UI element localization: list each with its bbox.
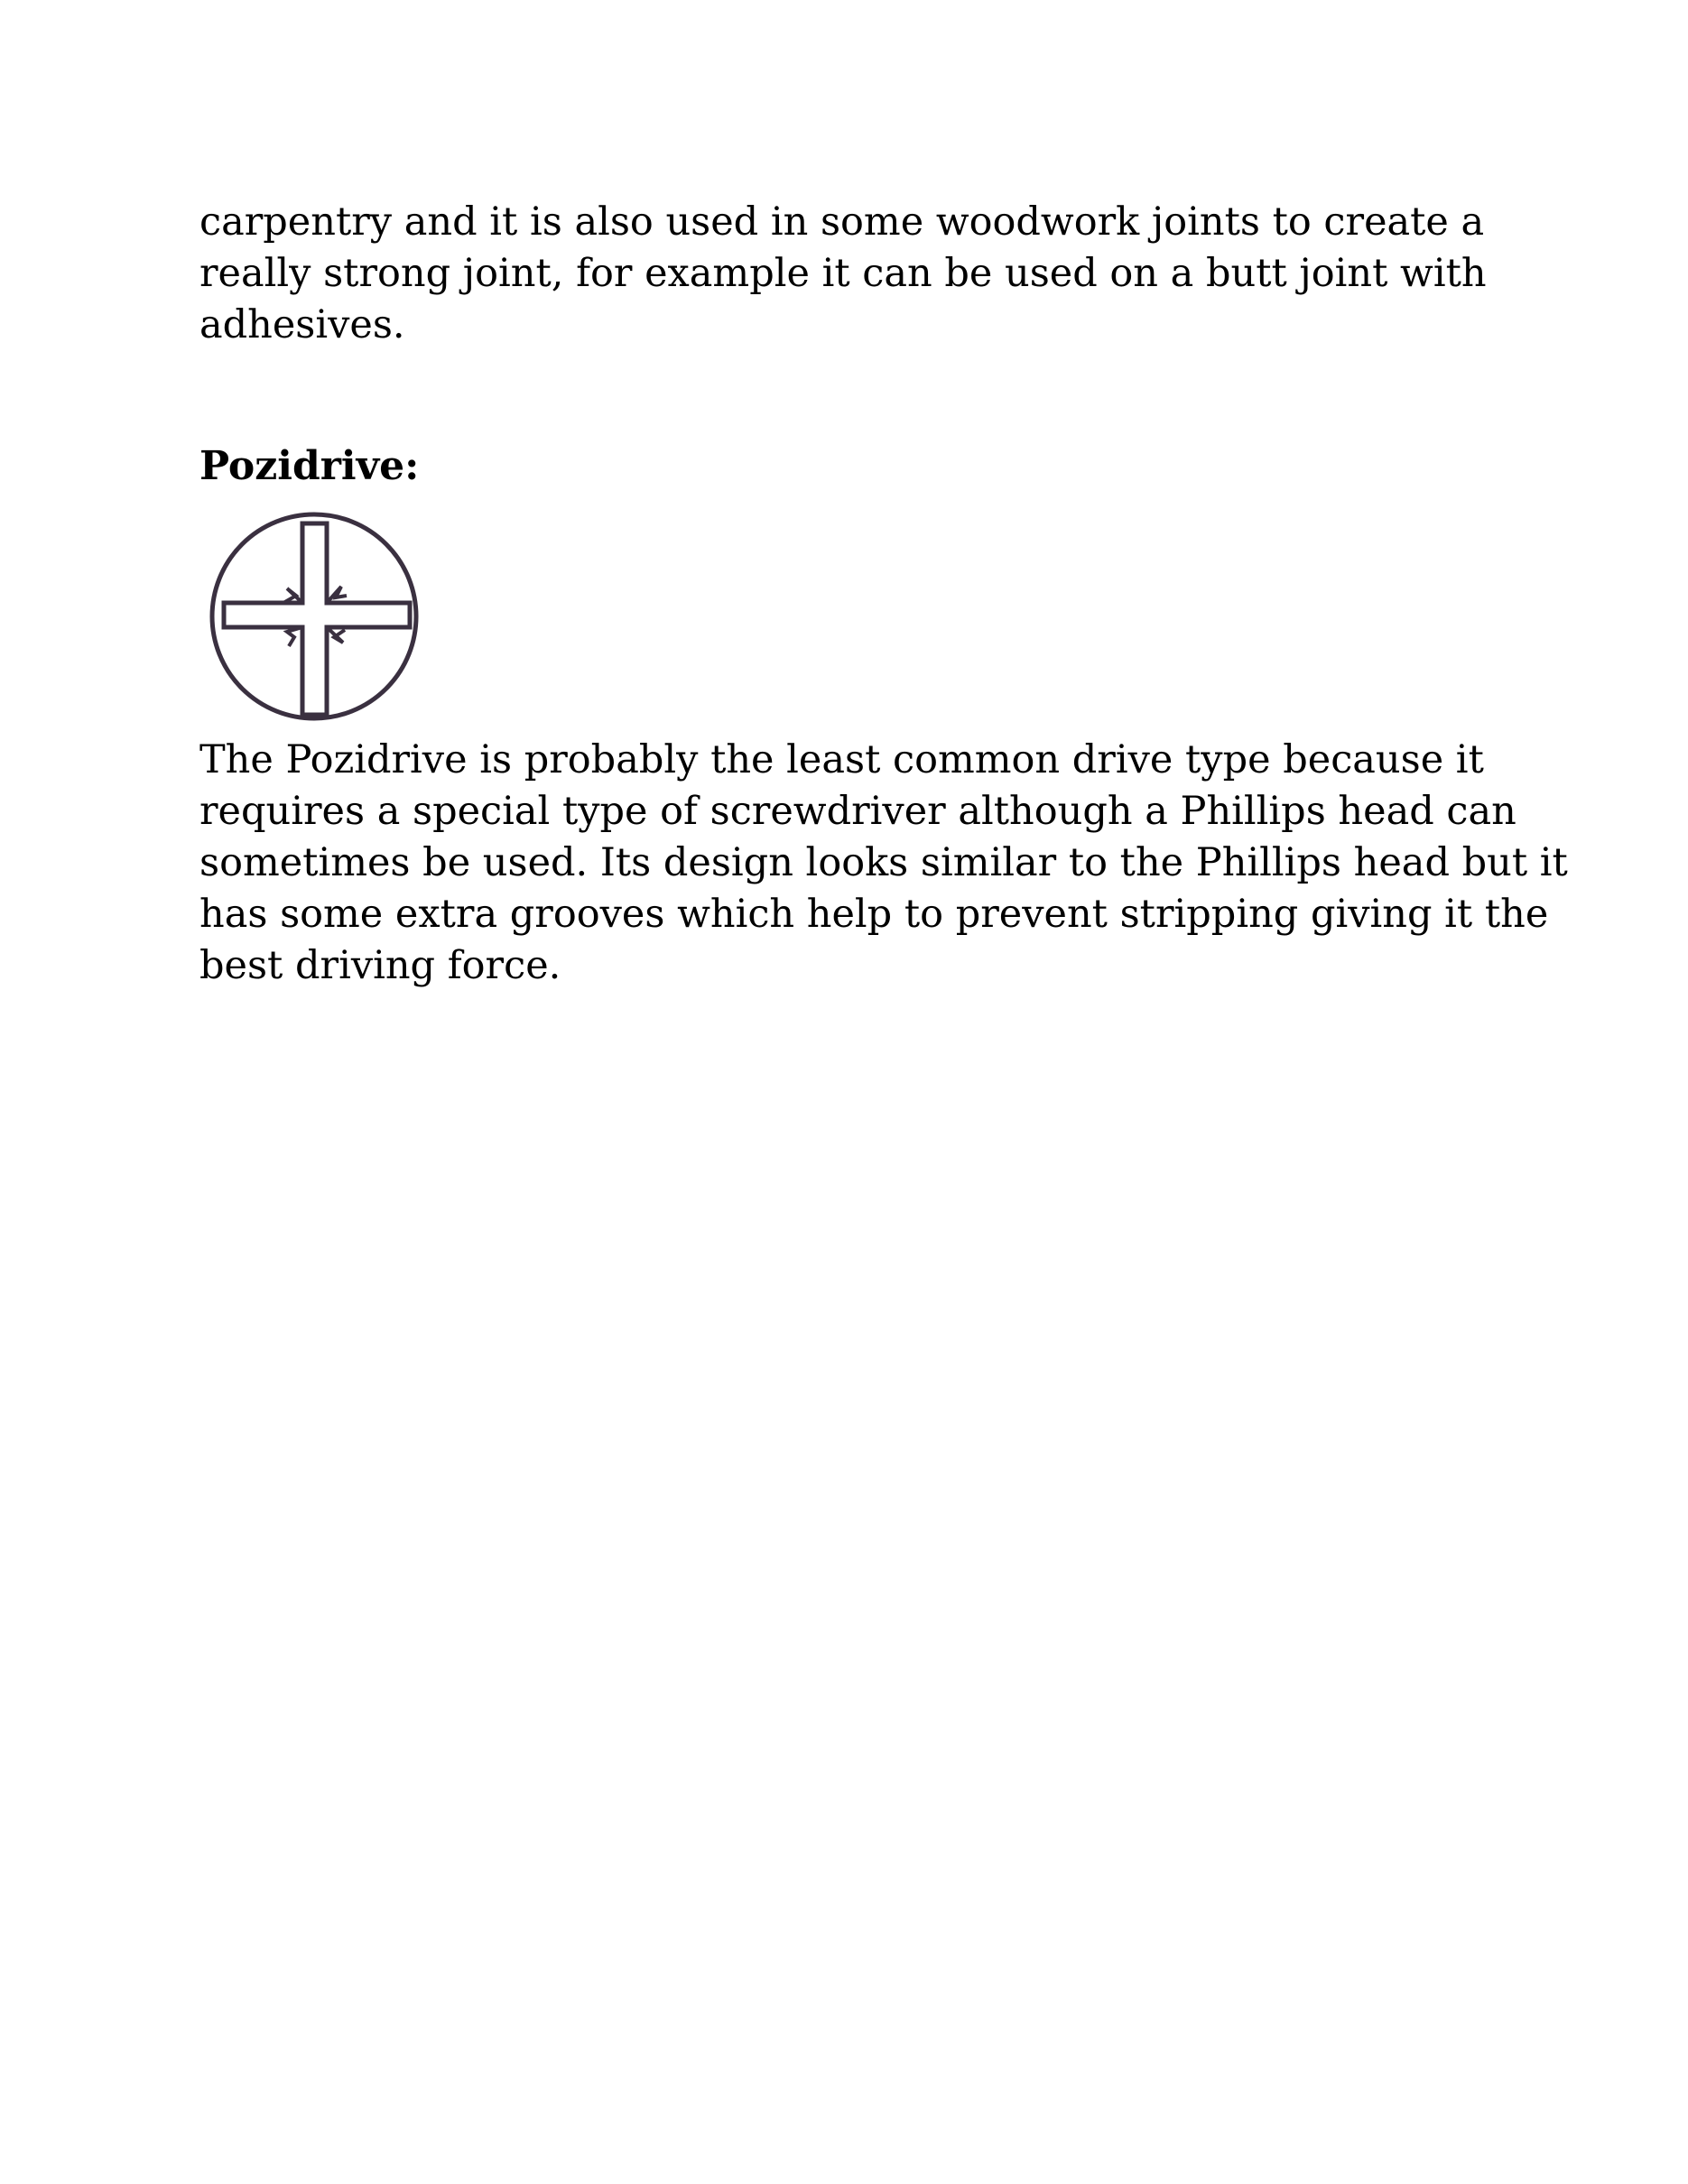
pozidrive-paragraph — [199, 735, 1568, 992]
intro-paragraph — [199, 197, 1517, 351]
paragraph-line: really strong joint, for example it can be used on a butt joint with — [199, 251, 1487, 296]
cross-slot — [224, 523, 410, 715]
paragraph-line: best driving force. — [199, 943, 561, 988]
paragraph-line: sometimes be used. Its design looks similar to the Phillips head but it — [199, 840, 1568, 885]
pozidrive-drawing — [200, 505, 426, 731]
paragraph-line: carpentry and it is also used in some woodwork joints to create a — [199, 199, 1485, 245]
paragraph-line: The Pozidrive is probably the least common drive type because it — [199, 737, 1484, 782]
groove-top-right — [327, 587, 347, 603]
pozidrive-screw-head-icon — [200, 505, 426, 731]
groove-bottom-right — [327, 627, 345, 643]
paragraph-line: requires a special type of screwdriver although a Phillips head can — [199, 789, 1516, 834]
paragraph-line: has some extra grooves which help to prevent stripping giving it the — [199, 892, 1549, 937]
paragraph-line: adhesives. — [199, 302, 405, 347]
section-heading: Pozidrive: — [199, 443, 420, 489]
groove-bottom-left — [287, 627, 302, 646]
screw-head-outline — [212, 514, 416, 718]
